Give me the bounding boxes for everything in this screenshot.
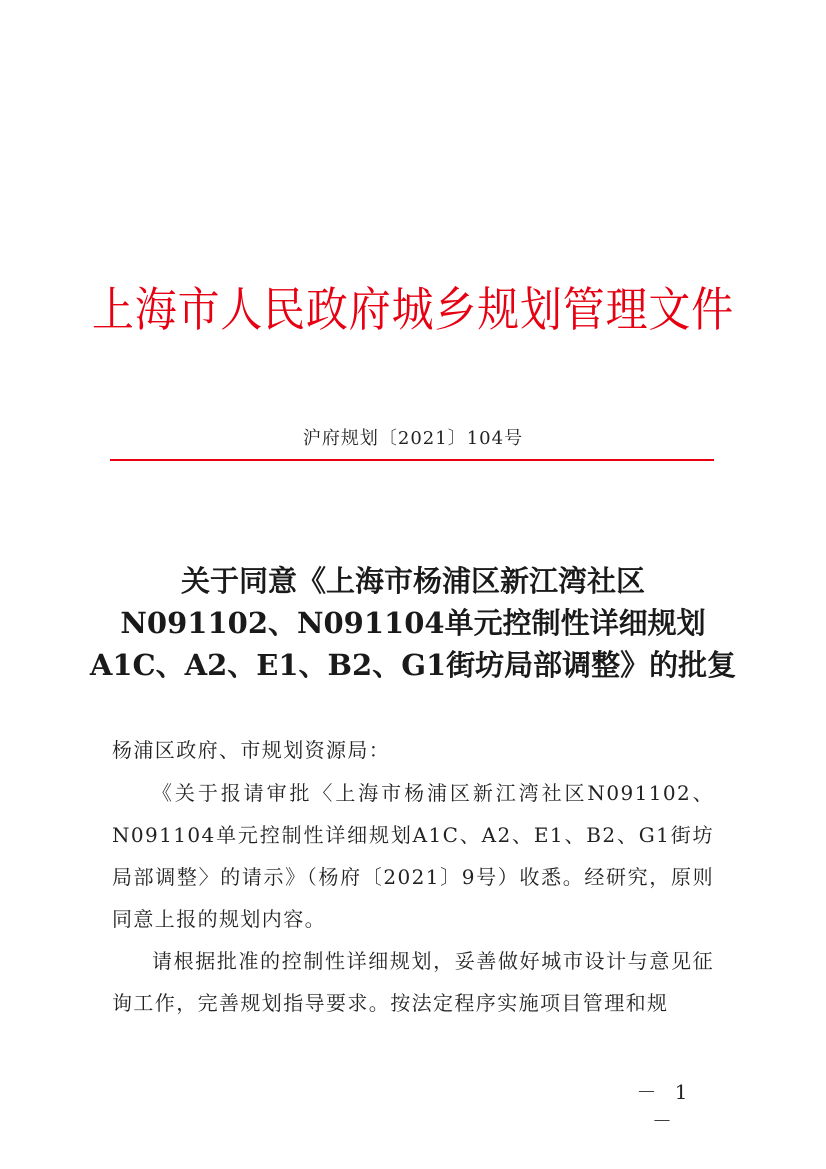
- document-number: 沪府规划〔2021〕104号: [302, 428, 524, 449]
- title-line-2: N091102、N091104单元控制性详细规划: [120, 606, 706, 640]
- document-title: [0, 560, 826, 686]
- recipient-line: 杨浦区政府、市规划资源局：: [112, 738, 391, 762]
- body-paragraph-1: 《关于报请审批〈上海市杨浦区新江湾社区N091102、N091104单元控制性详细规划A1C、A2、E1、B2、G1街坊局部调整〉的请示》（杨府〔2021〕9号）收悉。经研究，原则同意上报的规划内容。: [112, 781, 714, 931]
- red-divider: [110, 459, 714, 461]
- title-line-3: A1C、A2、E1、B2、G1街坊局部调整》的批复: [89, 648, 737, 682]
- body-paragraph-2: 请根据批准的控制性详细规划，妥善做好城市设计与意见征询工作，完善规划指导要求。按法定程序实施项目管理和规: [112, 949, 714, 1015]
- title-line-1: 关于同意《上海市杨浦区新江湾社区: [180, 564, 645, 598]
- page-number: － 1 －: [636, 1080, 694, 1133]
- document-body: [112, 729, 714, 1024]
- issuer-header: 上海市人民政府城乡规划管理文件: [92, 283, 734, 338]
